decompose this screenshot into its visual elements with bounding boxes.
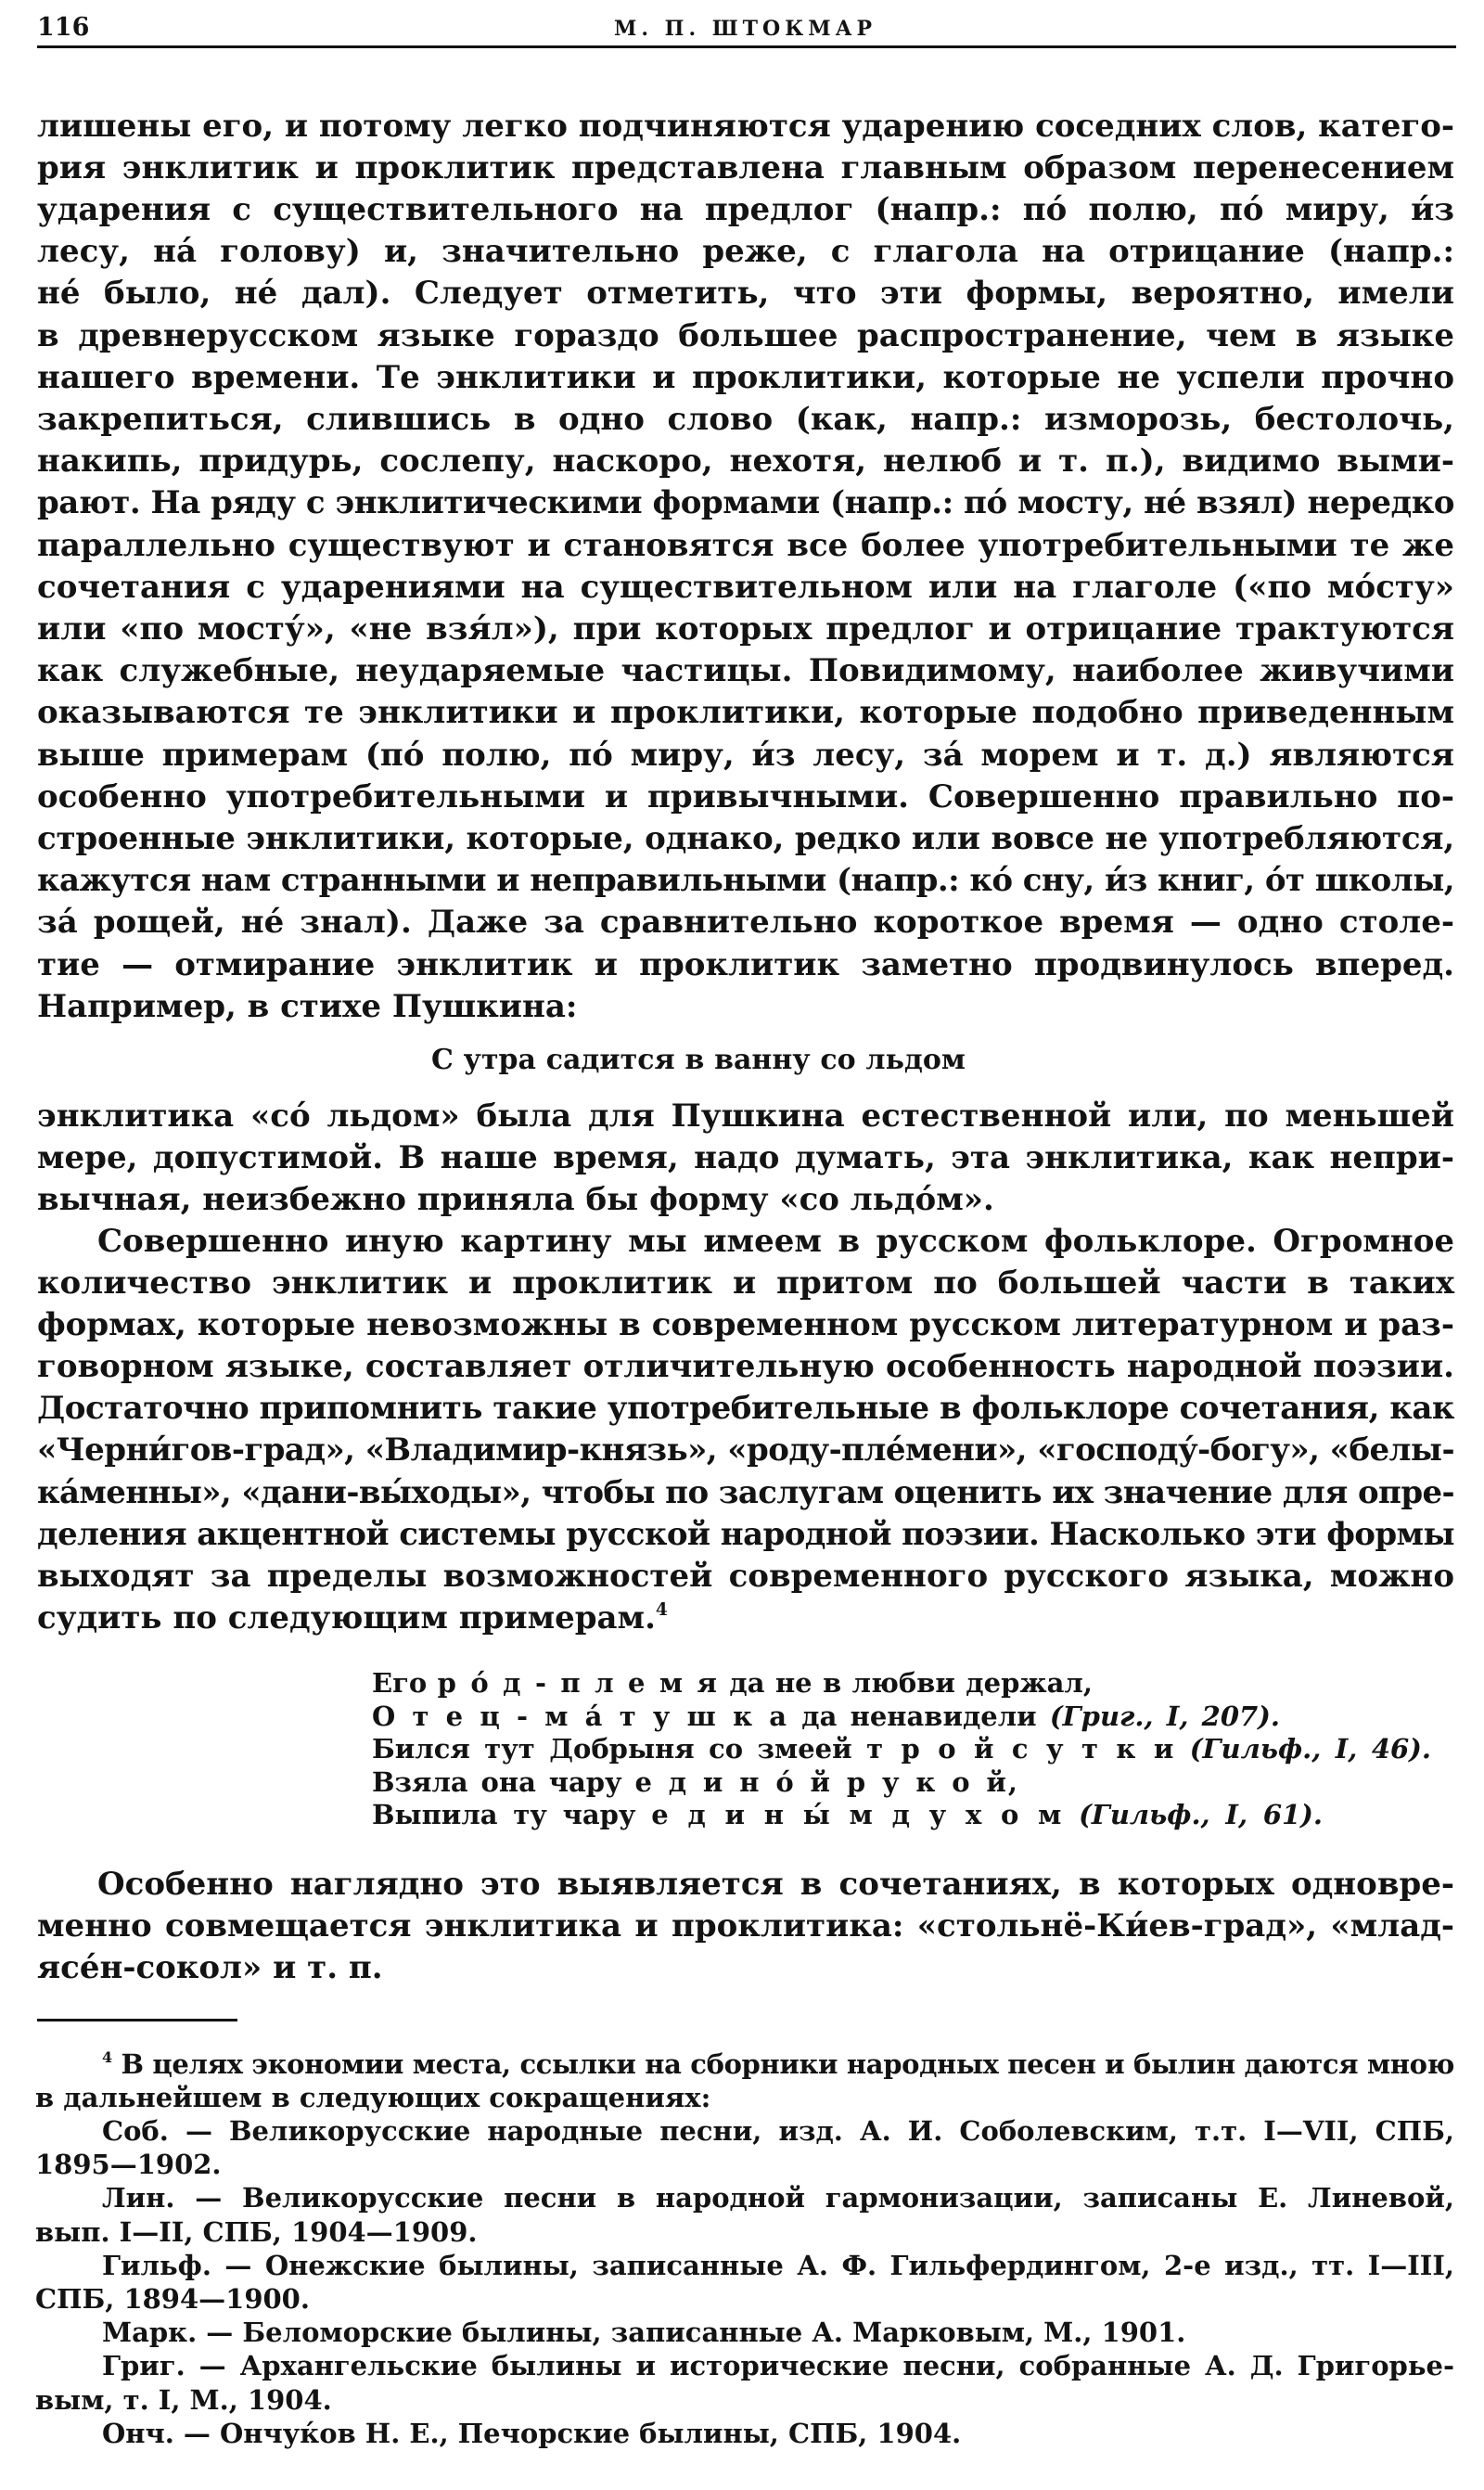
text-line [37, 1137, 1454, 1179]
line-text: Достаточно припомнить такие употребительные в фольклоре сочетания, как [37, 1390, 1455, 1428]
paragraph [37, 1096, 1454, 1639]
verse-text: Бился тут Добрыня со змеей [372, 1733, 867, 1765]
line-text: тие — отмирание энклитик и проклитик заметно продвинулось вперед. [37, 945, 1454, 983]
verse-line-text [372, 1766, 1017, 1798]
footnote-line [35, 2081, 1454, 2114]
footnote-line-text: Соб. — Великорусские народные песни, изд. А. И. Соболевским, т.т. I—VII, СПБ, [102, 2114, 1454, 2147]
verse-spaced-text: р о́ д - п л е м я [437, 1667, 719, 1700]
verse-line [372, 1766, 1017, 1800]
text-line [37, 1346, 1454, 1388]
verse-block [372, 1667, 1431, 1832]
verse-citation: (Гильф., I, 46). [1175, 1733, 1432, 1765]
line-text: за́ рощей, не́ знал). Даже за сравнительно короткое время — одно столе- [37, 904, 1454, 942]
footnote-line-text: Григ. — Архангельские былины и исторические песни, собранные А. Д. Григорье- [102, 2350, 1454, 2382]
line-text: строенные энклитики, которые, однако, редко или вовсе не употребляются, [37, 820, 1454, 858]
footnote-reference[interactable]: 4 [655, 1598, 668, 1620]
line-text: закрепиться, слившись в одно слово (как, напр.: изморозь, бестолочь, [37, 401, 1454, 439]
line-text: Совершенно иную картину мы имеем в русском фольклоре. Огромное [97, 1222, 1454, 1260]
footnote-line [102, 2417, 1454, 2450]
line-text: Например, в стихе Пушкина: [37, 987, 578, 1025]
text-line [37, 1304, 1454, 1346]
text-line [37, 818, 1454, 860]
footnote-line [35, 2215, 1454, 2249]
line-text: рают. На ряду с энклитическими формами (напр.: по́ мосту, не́ взял) нередко [37, 484, 1454, 522]
text-line [37, 1906, 1454, 1947]
footnote-line [102, 2114, 1454, 2148]
text-line [37, 1947, 1454, 1989]
line-text: лесу, на́ голову) и, значительно реже, с глагола на отрицание (напр.: [37, 233, 1454, 271]
line-text: сочетания с ударениями на существительном или на глаголе («по мо́сту» [37, 568, 1454, 606]
footnote-line-text: 1895—1902. [35, 2149, 222, 2181]
text-line [37, 525, 1454, 567]
footnote-line-text: Марк. — Беломорские былины, записанные А. Марковым, М., 1901. [102, 2317, 1186, 2349]
line-text: формах, которые невозможны в современном русском литературном и раз- [37, 1306, 1454, 1344]
text-line [37, 777, 1454, 818]
line-text: ка́менны», «дани-вы́ходы», чтобы по заслугам оценить их значение для опре- [37, 1473, 1454, 1511]
quoted-verse-text: С утра садится в ванну со льдом [431, 1043, 966, 1076]
quoted-verse [431, 1042, 966, 1079]
line-text: особенно употребительными и привычными. Совершенно правильно по- [37, 777, 1454, 815]
line-text: количество энклитик и проклитик и притом по большей части в таких [37, 1264, 1454, 1303]
line-text: как служебные, неударяемые частицы. Повидимому, наиболее живучими [37, 652, 1454, 690]
footnote-line-text [102, 2048, 1454, 2080]
paragraph [37, 1864, 1454, 1990]
text-line [37, 1179, 1454, 1221]
line-text: параллельно существуют и становятся все более употребительными те же [37, 526, 1454, 564]
text-line [37, 482, 1454, 524]
text-line [37, 860, 1454, 902]
footnote-line-text: вып. I—II, СПБ, 1904—1909. [35, 2215, 478, 2248]
line-text-main: судить по следующим примерам. [37, 1598, 656, 1636]
text-line [37, 1263, 1454, 1304]
line-text: лишены его, и потому легко подчиняются ударению соседних слов, катего- [37, 107, 1454, 145]
line-text: деления акцентной системы русской народной поэзии. Насколько эти формы [37, 1515, 1454, 1553]
text-line [37, 567, 1454, 609]
text-line [37, 735, 1454, 777]
footnote-line [102, 2349, 1454, 2382]
text-line [37, 986, 1454, 1028]
footnote-line-text: Лин. — Великорусские песни в народной гармонизации, записаны Е. Линевой, [102, 2182, 1454, 2214]
line-text [37, 1599, 668, 1636]
text-line [97, 1864, 1454, 1906]
line-text: кажутся нам странными и неправильными (напр.: ко́ сну, и́з книг, о́т школы, [37, 862, 1454, 900]
verse-citation: (Григ., I, 207). [1049, 1700, 1280, 1732]
footnote-line [102, 2181, 1454, 2214]
text-line [37, 692, 1454, 734]
verse-line-text [372, 1667, 1093, 1699]
verse-text: , [1007, 1765, 1017, 1798]
text-line [37, 273, 1454, 314]
line-text: менно совмещается энклитика и проклитика: «стольнё-Ки́ев-град», «млад- [37, 1906, 1454, 1945]
text-line [37, 1472, 1454, 1514]
text-line [37, 902, 1454, 943]
verse-line-text [372, 1799, 1323, 1830]
verse-line [372, 1799, 1323, 1832]
verse-line [372, 1667, 1093, 1701]
verse-spaced-text: О т е ц - м а́ т у ш к а [372, 1700, 789, 1732]
footnote-line [102, 2047, 1454, 2081]
footnote-marker: 4 [102, 2047, 112, 2066]
line-text: накипь, придурь, сослепу, наскоро, нехотя, нелюб и т. п.), видимо выми- [37, 443, 1454, 481]
text-line [97, 1221, 1454, 1263]
footnote-line-text: в дальнейшем в следующих сокращениях: [35, 2081, 711, 2113]
footnote-line-text: СПБ, 1894—1900. [35, 2282, 310, 2315]
text-line [37, 650, 1454, 692]
text-line [37, 1556, 1454, 1598]
verse-spaced-text: е д и н ы́ м д у х о м [651, 1799, 1064, 1831]
verse-text: Выпила ту чару [372, 1799, 652, 1831]
line-text: энклитика «со́ льдом» была для Пушкина естественной или, по меньшей [37, 1097, 1454, 1135]
line-text: вычная, неизбежно приняла бы форму «со льдо́м». [37, 1180, 994, 1218]
verse-citation: (Гильф., I, 61). [1063, 1799, 1323, 1831]
footnote-line [35, 2148, 1454, 2181]
verse-text: Взяла она чару [372, 1765, 635, 1798]
footnotes [35, 2047, 1454, 2450]
line-text: говорном языке, составляет отличительную особенность народной поэзии. [37, 1348, 1454, 1386]
line-text: не́ было, не́ дал). Следует отметить, что эти формы, вероятно, имели [37, 275, 1454, 313]
footnote-line-text: Гильф. — Онежские былины, записанные А. Ф. Гильфердингом, 2-е изд., тт. I—III, [102, 2249, 1454, 2281]
footnote-line-text: вым, т. I, М., 1904. [35, 2383, 332, 2416]
text-line [37, 315, 1454, 357]
line-text: Особенно наглядно это выявляется в сочетаниях, в которых одновре- [97, 1865, 1454, 1903]
text-line [37, 189, 1454, 231]
text-line [37, 231, 1454, 273]
line-text: ясе́н-сокол» и т. п. [37, 1949, 383, 1986]
line-text: выше примерам (по́ полю, по́ миру, и́з лесу, за́ морем и т. д.) являются [37, 736, 1454, 774]
footnote-line-text: Онч. — Ончуќов Н. Е., Печорские былины, СПБ, 1904. [102, 2417, 962, 2449]
running-title: М. П. ШТОКМАР [614, 17, 877, 41]
verse-text: Его [372, 1667, 438, 1700]
verse-text: да ненавидели [788, 1700, 1050, 1732]
footnote-text: В целях экономии места, ссылки на сборники народных песен и былин даются мною [121, 2047, 1454, 2080]
text-line [37, 1388, 1454, 1430]
footnote-rule [37, 2019, 237, 2022]
text-line [37, 441, 1454, 482]
header-rule [37, 45, 1456, 48]
line-text: рия энклитик и проклитик представлена главным образом перенесением [37, 148, 1454, 186]
text-line [37, 1096, 1454, 1137]
line-text: оказываются те энклитики и проклитики, которые подобно приведенным [37, 694, 1454, 732]
line-text: ударения с существительного на предлог (напр.: по́ полю, по́ миру, и́з [37, 191, 1454, 228]
paragraph [37, 106, 1454, 1028]
line-text: выходят за пределы возможностей современного русского языка, можно [37, 1557, 1454, 1595]
text-line [37, 944, 1454, 986]
verse-line-text [372, 1701, 1280, 1732]
line-text: в древнерусском языке гораздо большее распространение, чем в языке [37, 316, 1454, 354]
line-text: нашего времени. Те энклитики и проклитики, которые не успели прочно [37, 358, 1454, 396]
footnote-line [102, 2316, 1454, 2349]
text-line [37, 148, 1454, 189]
line-text: «Черни́гов-град», «Владимир-князь», «роду-пле́мени», «господу́-богу», «белы- [37, 1431, 1454, 1470]
verse-line [372, 1733, 1431, 1766]
text-line [37, 357, 1454, 399]
verse-spaced-text: т р о й с у т к и [866, 1733, 1176, 1765]
verse-text: да не в любви держал, [718, 1667, 1093, 1700]
verse-line [372, 1701, 1280, 1734]
footnote-line [35, 2282, 1454, 2316]
line-text: или «по мосту́», «не взя́л»), при которых предлог и отрицание трактуются [37, 610, 1454, 648]
text-line [37, 1598, 1454, 1639]
page-number: 116 [37, 13, 90, 42]
text-line [37, 609, 1454, 650]
verse-spaced-text: е д и н о́ й р у к о й [634, 1765, 1008, 1798]
text-line [37, 106, 1454, 148]
text-line [37, 399, 1454, 441]
verse-line-text [372, 1733, 1431, 1765]
line-text: мере, допустимой. В наше время, надо думать, эта энклитика, как непри- [37, 1138, 1454, 1176]
text-line [37, 1430, 1454, 1471]
text-line [37, 1514, 1454, 1556]
footnote-line [35, 2383, 1454, 2417]
footnote-line [102, 2249, 1454, 2282]
